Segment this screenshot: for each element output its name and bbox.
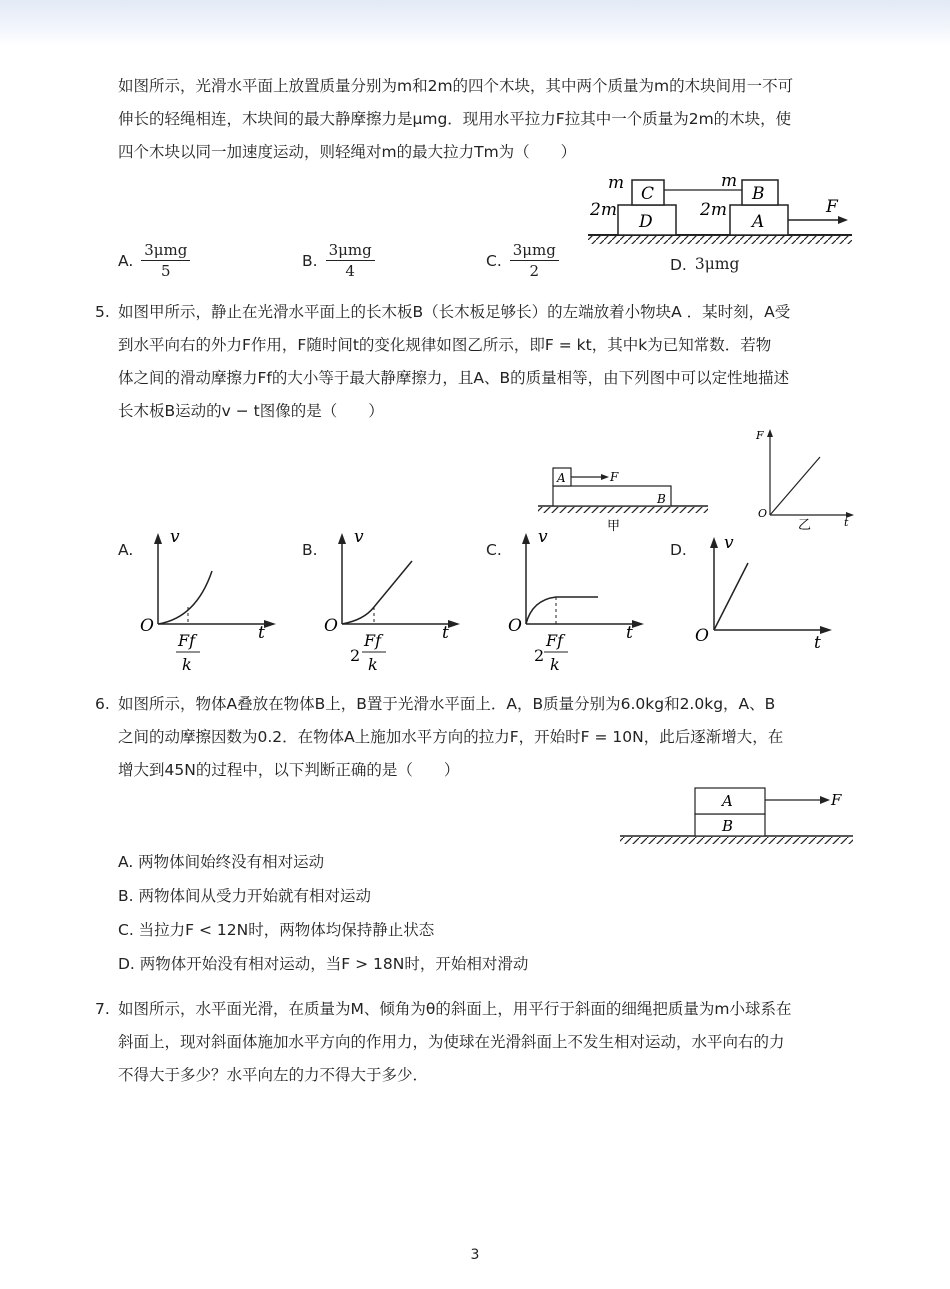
q4-fig-a: A	[752, 212, 765, 232]
q5-option-c-label[interactable]: C.	[486, 541, 502, 559]
q5-option-b-graph[interactable]	[322, 528, 472, 680]
q5-d-o: O	[695, 626, 709, 646]
q4-line-2: 伸长的轻绳相连，木块间的最大静摩擦力是μmg．现用水平拉力F拉其中一个质量为2m的木块，使	[118, 110, 792, 128]
q5-yi-o: O	[758, 507, 768, 520]
q5-a-mark-num: Ff	[178, 631, 196, 650]
q4-option-b[interactable]: B. $\frac{\text{3μmg}}{4}$	[302, 240, 375, 281]
q5-yi-f: F	[756, 429, 764, 442]
q4-option-d[interactable]: D. 3μmg	[670, 255, 740, 274]
q6-choice-d[interactable]: D. 两物体开始没有相对运动，当F > 18N时，开始相对滑动	[118, 955, 529, 973]
q5-a-o: O	[140, 616, 154, 636]
q5-jia-b: B	[657, 492, 666, 506]
q4-fig-f: F	[826, 197, 838, 217]
q6-line-1: 如图所示，物体A叠放在物体B上，B置于光滑水平面上．A，B质量分别为6.0kg和2.0kg，A、B	[118, 695, 776, 713]
q5-jia-a: A	[557, 471, 566, 485]
q5-b-mark-den: k	[368, 655, 378, 674]
q7-number: 7.	[95, 1000, 110, 1018]
q5-b-mark-num: Ff	[364, 631, 382, 650]
q6-fig-a: A	[722, 792, 733, 810]
q5-yi-caption: 乙	[798, 518, 812, 533]
q5-line-4: 长木板B运动的v − t图像的是（ ）	[118, 402, 384, 420]
q4-option-a[interactable]: A. $\frac{\text{3μmg}}{5}$	[118, 240, 190, 281]
q6-line-2: 之间的动摩擦因数为0.2．在物体A上施加水平方向的拉力F，开始时F = 10N，此后逐渐增大，在	[118, 728, 784, 746]
q5-option-a-label[interactable]: A.	[118, 541, 134, 559]
q6-line-3: 增大到45N的过程中，以下判断正确的是（ ）	[118, 761, 460, 779]
q5-c-t: t	[626, 623, 633, 643]
q6-choice-c[interactable]: C. 当拉力F < 12N时，两物体均保持静止状态	[118, 921, 435, 939]
q5-c-o: O	[508, 616, 522, 636]
q5-option-c-graph[interactable]	[506, 528, 656, 680]
q5-jia-f: F	[610, 470, 619, 484]
q5-option-a-graph[interactable]	[138, 528, 288, 680]
q4-fig-d: D	[639, 212, 653, 232]
q5-number: 5.	[95, 303, 110, 321]
q4-line-1: 如图所示，光滑水平面上放置质量分别为m和2m的四个木块，其中两个质量为m的木块间用一不可	[118, 77, 794, 95]
q4-fig-m2: m	[721, 171, 738, 191]
q4-fig-m4: 2m	[700, 200, 727, 220]
q5-line-3: 体之间的滑动摩擦力Ff的大小等于最大静摩擦力，且A、B的质量相等，由下列图中可以定性地描述	[118, 369, 790, 387]
q7-line-3: 不得大于多少？水平向左的力不得大于多少．	[118, 1066, 429, 1084]
q6-number: 6.	[95, 695, 110, 713]
q4-fig-m1: m	[608, 173, 625, 193]
q5-figure-yi	[752, 425, 862, 535]
q6-choice-b[interactable]: B. 两物体间从受力开始就有相对运动	[118, 887, 371, 905]
q5-d-v: v	[724, 533, 734, 553]
q5-figure-jia	[535, 458, 715, 534]
q5-option-b-label[interactable]: B.	[302, 541, 318, 559]
q6-choice-a[interactable]: A. 两物体间始终没有相对运动	[118, 853, 325, 871]
q7-line-2: 斜面上，现对斜面体施加水平方向的作用力，为使球在光滑斜面上不发生相对运动，水平向右的力	[118, 1033, 785, 1051]
q5-yi-t: t	[844, 516, 849, 529]
q5-jia-caption: 甲	[607, 519, 621, 534]
q5-line-2: 到水平向右的外力F作用，F随时间t的变化规律如图乙所示，即F = kt，其中k为已知常数．若物	[118, 336, 772, 354]
q4-line-3: 四个木块以同一加速度运动，则轻绳对m的最大拉力Tm为（ ）	[118, 143, 577, 161]
q5-d-t: t	[814, 633, 821, 653]
q6-fig-b: B	[722, 817, 734, 835]
q7-line-1: 如图所示，水平面光滑，在质量为M、倾角为θ的斜面上，用平行于斜面的细绳把质量为m小球系在	[118, 1000, 792, 1018]
q5-option-d-graph[interactable]	[690, 530, 840, 655]
q4-fig-b: B	[752, 184, 765, 204]
q5-option-d-label[interactable]: D.	[670, 541, 687, 559]
q5-b-o: O	[324, 616, 338, 636]
q5-a-t: t	[258, 623, 265, 643]
q5-line-1: 如图甲所示，静止在光滑水平面上的长木板B（长木板足够长）的左端放着小物块A ．某时刻，A受	[118, 303, 791, 321]
q5-a-mark-den: k	[182, 655, 192, 674]
header-band	[0, 0, 950, 46]
q5-b-mark-coef: 2	[350, 646, 361, 665]
q4-blocks-figure	[580, 168, 860, 248]
q5-c-mark-num: Ff	[546, 631, 564, 650]
q6-fig-f: F	[831, 791, 842, 809]
page-number: 3	[470, 1247, 480, 1263]
q6-figure	[615, 782, 860, 850]
q5-c-v: v	[538, 528, 548, 547]
q5-c-mark-coef: 2	[534, 646, 545, 665]
q5-b-v: v	[354, 528, 364, 547]
q4-fig-m3: 2m	[590, 200, 617, 220]
q5-c-mark-den: k	[550, 655, 560, 674]
q4-option-c[interactable]: C. $\frac{\text{3μmg}}{2}$	[486, 240, 559, 281]
q5-b-t: t	[442, 623, 449, 643]
q4-fig-c: C	[641, 184, 655, 204]
q5-a-v: v	[170, 528, 180, 547]
